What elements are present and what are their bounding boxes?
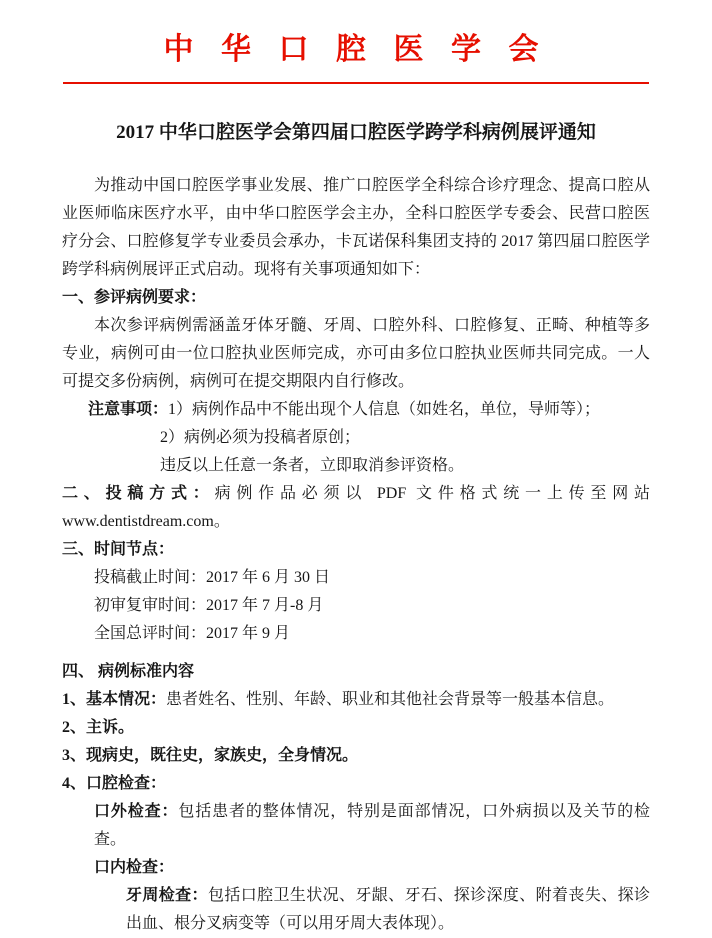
- intraoral-exam-label: 口内检查：: [94, 859, 175, 876]
- extraoral-exam-line: [62, 798, 650, 854]
- extraoral-exam-text: 包括患者的整体情况，特别是面部情况，口外病损以及关节的检查。: [94, 803, 650, 848]
- section-1-heading: 一、参评病例要求：: [62, 289, 207, 306]
- doc-body: [62, 172, 650, 938]
- notes-label: 注意事项：: [88, 401, 169, 418]
- document-page: [0, 24, 712, 932]
- perio-exam-text: 包括口腔卫生状况、牙龈、牙石、探诊深度、附着丧失、探诊出血、根分叉病变等（可以用牙周大表体现）。: [126, 887, 650, 932]
- section-2-line: [62, 480, 650, 536]
- section-3-heading: 三、时间节点：: [62, 541, 175, 558]
- org-title: 中 华 口 腔 医 学 会: [163, 33, 549, 66]
- section-4-heading: 四、 病例标准内容: [62, 663, 195, 680]
- section-2-body: 病例作品必须以 PDF 文件格式统一上传至网站 www.dentistdream.com。: [62, 485, 650, 530]
- case-item-1-label: 1、基本情况：: [62, 691, 167, 708]
- notes-line-3: 违反以上任意一条者，立即取消参评资格。: [160, 457, 465, 474]
- case-item-3: 3、现病史，既往史，家族史，全身情况。: [62, 747, 359, 764]
- section-2-heading: 二、投稿方式：: [62, 485, 215, 502]
- case-item-2: 2、主诉。: [62, 719, 135, 736]
- case-item-1-text: 患者姓名、性别、年龄、职业和其他社会背景等一般基本信息。: [166, 691, 615, 708]
- timeline-item-deadline: 投稿截止时间：2017 年 6 月 30 日: [94, 569, 331, 586]
- doc-title: 2017 中华口腔医学会第四届口腔医学跨学科病例展评通知: [116, 122, 596, 143]
- note-1-text: 1）病例作品中不能出现个人信息（如姓名，单位，导师等）；: [168, 401, 601, 418]
- notes-line-1: [62, 396, 650, 424]
- case-item-1: [62, 686, 650, 714]
- case-item-4: 4、口腔检查：: [62, 775, 167, 792]
- timeline-item-final: 全国总评时间：2017 年 9 月: [94, 625, 291, 642]
- section-1-body: 本次参评病例需涵盖牙体牙髓、牙周、口腔外科、口腔修复、正畸、种植等多专业，病例可由一位口腔执业医师完成，亦可由多位口腔执业医师共同完成。一人可提交多份病例，病例可在提交期限内自行修改。: [62, 317, 650, 390]
- header-divider: [63, 82, 649, 84]
- perio-exam-line: [62, 882, 650, 938]
- extraoral-exam-label: 口外检查：: [94, 803, 179, 820]
- timeline-item-review: 初审复审时间：2017 年 7 月-8 月: [94, 597, 324, 614]
- intro-paragraph: 为推动中国口腔医学事业发展、推广口腔医学全科综合诊疗理念、提高口腔从业医师临床医疗水平，由中华口腔医学会主办，全科口腔医学专委会、民营口腔医疗分会、口腔修复学专业委员会承办，卡瓦诺保科集团支持的 2017 第四届口腔医学跨学科病例展评正式启动。现将有关事项通知如下：: [62, 177, 650, 278]
- notes-line-2: 2）病例必须为投稿者原创；: [160, 429, 361, 446]
- perio-exam-label: 牙周检查：: [126, 887, 208, 904]
